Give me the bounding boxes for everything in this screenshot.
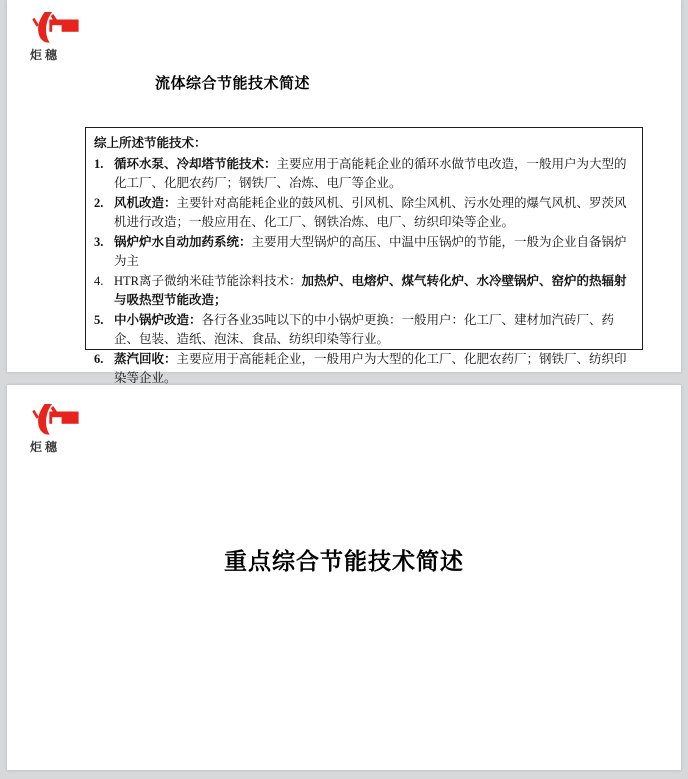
item-number: 5. <box>94 313 104 327</box>
item-description: 主要针对高能耗企业的鼓风机、引风机、除尘风机、污水处理的爆气风机、罗茨风机进行改造；一般应用在、化工厂、钢铁冶炼、电厂、纺织印染等企业。 <box>114 196 627 229</box>
item-text <box>114 350 634 388</box>
item-number: 2. <box>94 196 104 210</box>
tech-list-item <box>94 272 634 310</box>
tech-list-item <box>94 350 634 388</box>
item-label: HTR离子微纳米硅节能涂料技术： <box>114 274 302 288</box>
tech-list-item <box>94 155 634 193</box>
item-description: 主要应用于高能耗企业的循环水做节电改造，一般用户为大型的化工厂、化肥农药厂；钢铁厂、冶炼、电厂等企业。 <box>114 157 627 190</box>
slide2-title: 重点综合节能技术简述 <box>224 548 464 574</box>
tech-list-item <box>94 311 634 349</box>
item-description: 各行各业35吨以下的中小锅炉更换：一般用户：化工厂、建材加汽砖厂、药企、包装、造纸、泡沫、食品、纺织印染等行业。 <box>114 313 615 346</box>
tech-list-item <box>94 194 634 232</box>
item-label: 循环水泵、冷却塔节能技术： <box>114 157 277 171</box>
logo-text: 炬穗 <box>30 440 61 454</box>
slide1-title: 流体综合节能技术简述 <box>155 75 311 92</box>
item-number: 6. <box>94 352 104 366</box>
item-number: 4. <box>94 274 104 288</box>
item-label: 中小锅炉改造： <box>114 313 202 327</box>
item-label: 风机改造： <box>114 196 177 210</box>
item-label: 锅炉炉水自动加药系统： <box>114 235 252 249</box>
item-text <box>114 311 634 349</box>
logo-text: 炬穗 <box>30 48 61 62</box>
item-description: 加热炉、电熔炉、煤气转化炉、水冷壁锅炉、窑炉的热辐射与吸热型节能改造； <box>114 274 627 307</box>
item-text <box>114 155 634 193</box>
item-number: 3. <box>94 235 104 249</box>
summary-textbox[interactable] <box>85 127 643 385</box>
item-description: 主要用大型锅炉的高压、中温中压锅炉的节能，一般为企业自备锅炉为主 <box>114 235 627 268</box>
logo <box>30 11 100 63</box>
item-number: 1. <box>94 157 104 171</box>
item-description: 主要应用于高能耗企业，一般用户为大型的化工厂、化肥农药厂；钢铁厂、纺织印染等企业。 <box>114 352 627 385</box>
textbox-heading: 综上所述节能技术： <box>94 136 207 150</box>
torch-flame-icon <box>30 403 80 437</box>
slide-2[interactable] <box>7 385 681 770</box>
item-text <box>114 233 634 271</box>
logo <box>30 403 100 455</box>
item-label: 蒸汽回收： <box>114 352 177 366</box>
item-text <box>114 194 634 232</box>
torch-flame-icon <box>30 11 80 45</box>
slide-1[interactable] <box>7 0 681 385</box>
tech-list <box>94 155 634 388</box>
tech-list-item <box>94 233 634 271</box>
item-text <box>114 272 634 310</box>
